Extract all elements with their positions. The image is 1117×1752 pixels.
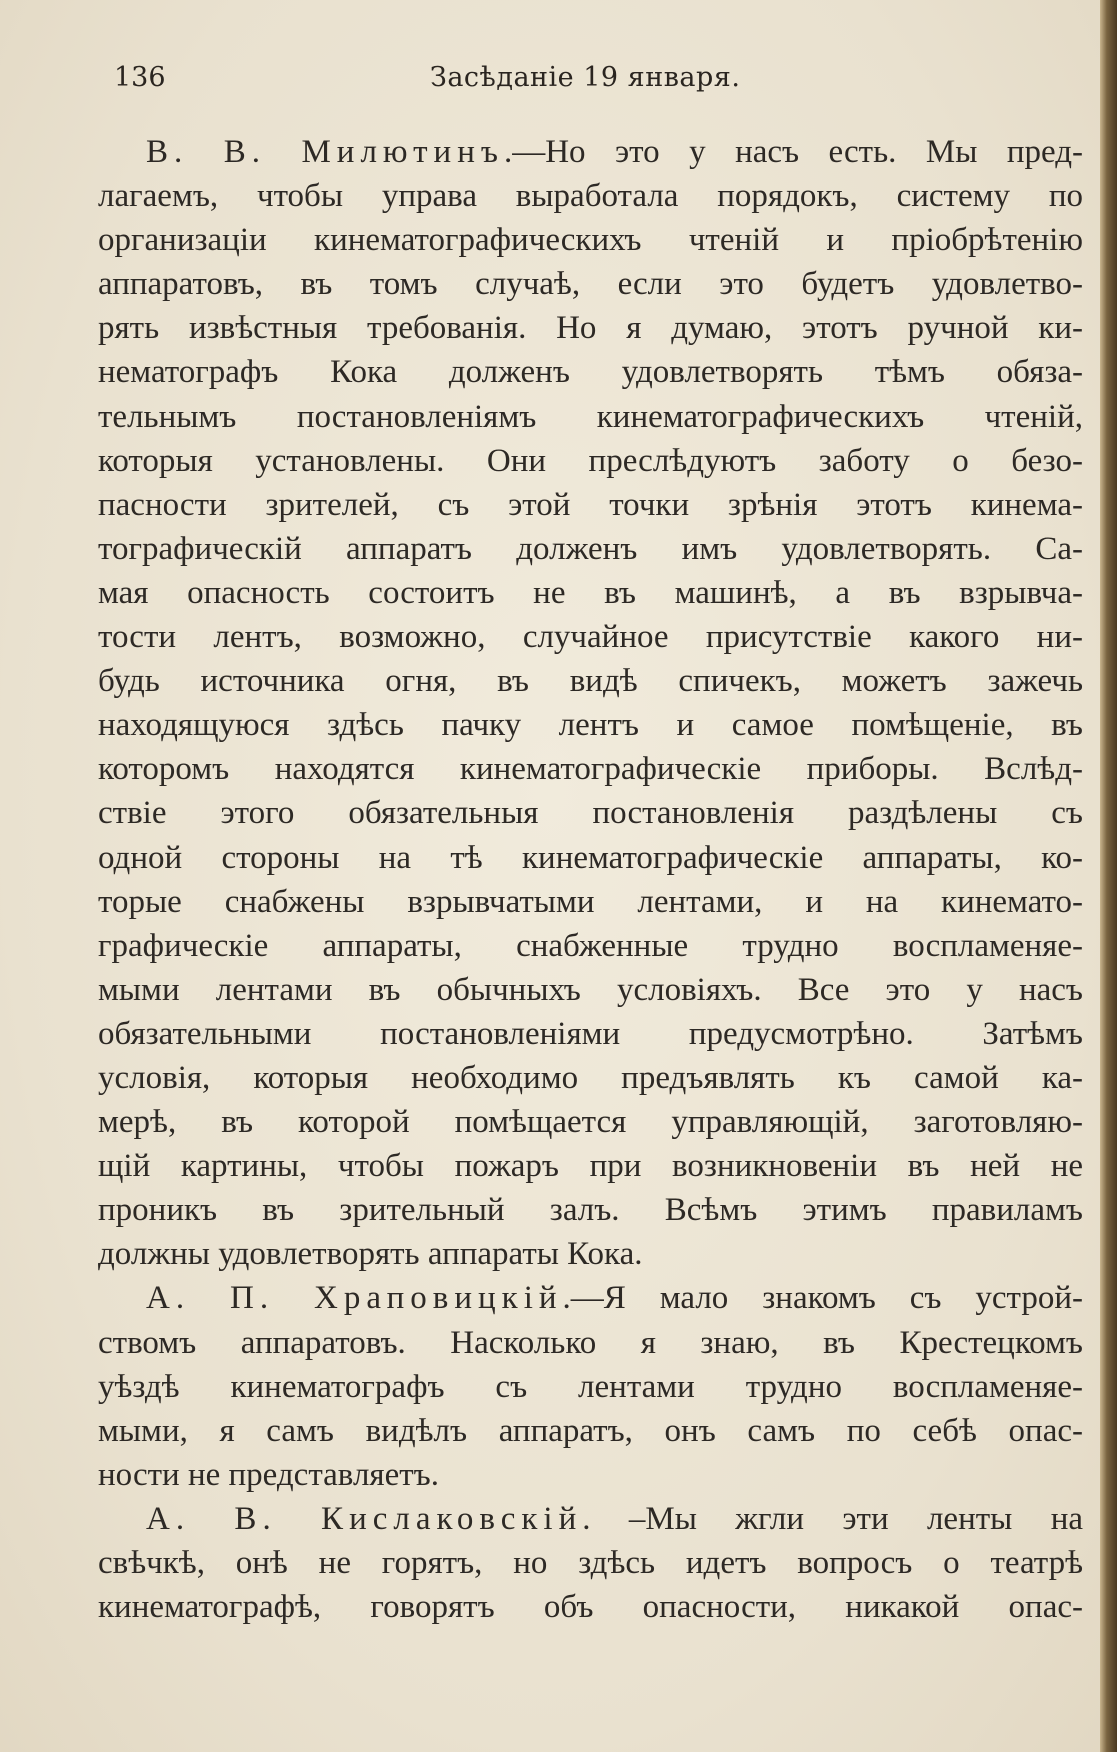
text-line: мыми, я самъ видѣлъ аппаратъ, онъ самъ по себѣ опас- [98, 1412, 1083, 1449]
text-line: находящуюся здѣсь пачку лентъ и самое помѣщеніе, въ [98, 707, 1083, 744]
page-number: 136 [114, 62, 166, 93]
speaker-name: А. П. Храповицкій [146, 1280, 563, 1317]
text-line: рять извѣстныя требованія. Но я думаю, этотъ ручной ки- [98, 310, 1083, 347]
text-line: аппаратовъ, въ томъ случаѣ, если это будетъ удовлетво- [98, 266, 1083, 303]
text-line: торые снабжены взрывчатыми лентами, и на кинемато- [98, 883, 1083, 920]
paragraph-milyutin [98, 130, 1083, 1276]
text-line: мыми лентами въ обычныхъ условіяхъ. Все это у насъ [98, 971, 1083, 1008]
text-line: обязательными постановленіями предусмотрѣно. Затѣмъ [98, 1015, 1083, 1052]
body-text [98, 130, 1083, 1629]
text-line: ствомъ аппаратовъ. Насколько я знаю, въ Крестецкомъ [98, 1324, 1083, 1361]
speech-text: . –Мы жгли эти ленты на [582, 1500, 1083, 1537]
text-line: тографическій аппаратъ долженъ имъ удовлетворять. Са- [98, 530, 1083, 567]
speaker-name: В. В. Милютинъ [146, 134, 504, 170]
text-line: мерѣ, въ которой помѣщается управляющій, заготовляю- [98, 1104, 1083, 1141]
paragraph-kislakovsky [98, 1497, 1083, 1629]
text-line: уѣздѣ кинематографъ съ лентами трудно воспламеняе- [98, 1368, 1083, 1405]
running-title: Засѣданіе 19 января. [430, 62, 741, 93]
text-line: тельнымъ постановленіямъ кинематографическихъ чтеній, [98, 398, 1083, 435]
text-line: кинематографѣ, говорятъ объ опасности, никакой опас- [98, 1589, 1083, 1626]
text-line: пасности зрителей, съ этой точки зрѣнія этотъ кинема- [98, 486, 1083, 523]
text-line: организаціи кинематографическихъ чтеній и пріобрѣтенію [98, 222, 1083, 259]
text-line: условія, которыя необходимо предъявлять къ самой ка- [98, 1059, 1083, 1096]
text-line: ствіе этого обязательныя постановленія раздѣлены съ [98, 795, 1083, 832]
text-line: свѣчкѣ, онѣ не горятъ, но здѣсь идетъ вопросъ о театрѣ [98, 1545, 1083, 1581]
text-line: одной стороны на тѣ кинематографическіе аппараты, ко- [98, 839, 1083, 876]
text-line [98, 1497, 1083, 1541]
paragraph-khrapovitsky [98, 1276, 1083, 1496]
text-line [98, 130, 1083, 174]
text-line [98, 1276, 1083, 1320]
page-header [114, 62, 1074, 102]
speaker-name: А. В. Кислаковскій [146, 1500, 583, 1537]
text-line: графическіе аппараты, снабженные трудно воспламеняе- [98, 927, 1083, 964]
text-line: которыя установлены. Они преслѣдуютъ заботу о безо- [98, 442, 1083, 479]
text-line: щій картины, чтобы пожаръ при возникновеніи въ ней не [98, 1148, 1083, 1185]
text-line: которомъ находятся кинематографическіе приборы. Вслѣд- [98, 751, 1083, 788]
text-line: проникъ въ зрительный залъ. Всѣмъ этимъ правиламъ [98, 1192, 1083, 1229]
text-line: лагаемъ, чтобы управа выработала порядокъ, систему по [98, 178, 1083, 215]
text-line: мая опасность состоитъ не въ машинѣ, а въ взрывча- [98, 574, 1083, 611]
text-line: тости лентъ, возможно, случайное присутствіе какого ни- [98, 619, 1083, 656]
text-line: нематографъ Кока долженъ удовлетворять тѣмъ обяза- [98, 354, 1083, 391]
page-edge [1100, 0, 1117, 1752]
speech-text: .—Я мало знакомъ съ устрой- [562, 1280, 1083, 1317]
text-line: ности не представляетъ. [98, 1456, 439, 1493]
text-line: должны удовлетворять аппараты Кока. [98, 1236, 643, 1273]
text-line: будь источника огня, въ видѣ спичекъ, можетъ зажечь [98, 663, 1083, 700]
speech-text: .—Но это у насъ есть. Мы пред- [503, 134, 1083, 170]
